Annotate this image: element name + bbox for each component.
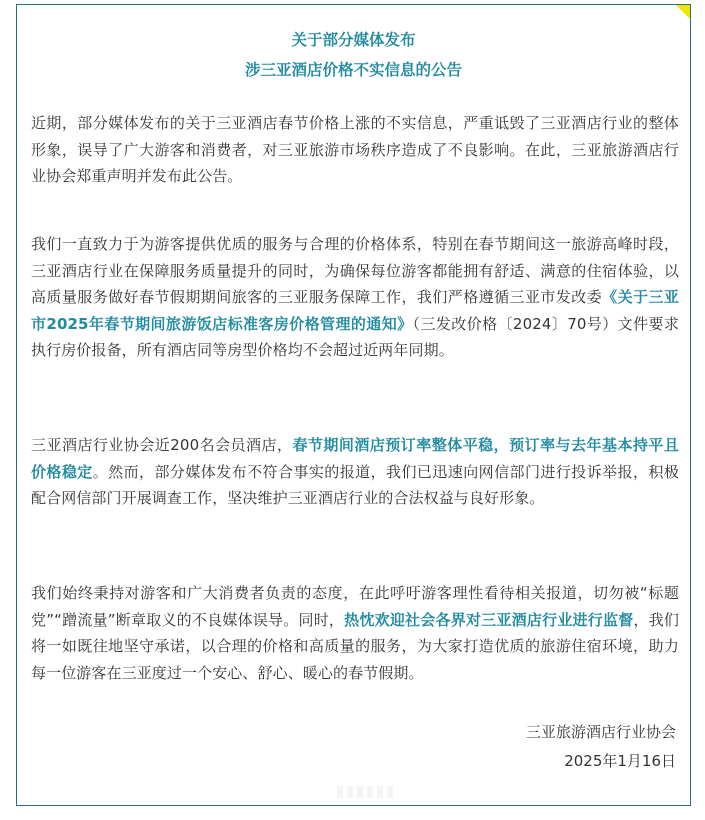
paragraph-1-text: 近期，部分媒体发布的关于三亚酒店春节价格上涨的不实信息，严重诋毁了三亚酒店行业的整体形象，误导了广大游客和消费者，对三亚旅游市场秩序造成了不良影响。在此，三亚旅游酒店行业协会郑重声明并发布此公告。 (31, 114, 679, 185)
paragraph-3 (31, 432, 679, 512)
paragraph-4-text-a: 我们始终秉持对游客和广大消费者负责的态度，在此呼吁游客理性看待相关报道，切勿被“标题党”“蹭流量”断章取义的不良媒体误导。同时， (31, 584, 679, 629)
paragraph-2-text-a: 我们一直致力于为游客提供优质的服务与合理的价格体系，特别在春节期间这一旅游高峰时段，三亚酒店行业在保障服务质量提升的同时，为确保每位游客都能拥有舒适、满意的住宿体验，以高质量服务做好春节假期期间旅客的三亚服务保障工作，我们严格遵循三亚市发改委 (31, 235, 679, 306)
notice-title-line2: 涉三亚酒店价格不实信息的公告 (244, 61, 462, 79)
corner-marker-icon (676, 5, 690, 19)
paragraph-2 (31, 231, 679, 364)
paragraph-2-highlight: 《关于三亚市2025年春节期间旅游饭店标准客房价格管理的通知》 (31, 288, 679, 333)
paragraph-4-highlight: 热忱欢迎社会各界对三亚酒店行业进行监督 (344, 610, 634, 629)
faint-watermark (337, 786, 397, 798)
notice-title-line1: 关于部分媒体发布 (291, 31, 416, 49)
signature-organization: 三亚旅游酒店行业协会 (525, 723, 676, 741)
notice-frame (16, 4, 691, 806)
signature-date: 2025年1月16日 (564, 752, 676, 770)
paragraph-3-text-a: 三亚酒店行业协会近200名会员酒店， (31, 436, 293, 454)
paragraph-1 (31, 110, 679, 190)
paragraph-3-text-b: 。然而，部分媒体发布不符合事实的报道，我们已迅速向网信部门进行投诉举报，积极配合网信部门开展调查工作，坚决维护三亚酒店行业的合法权益与良好形象。 (31, 462, 679, 507)
paragraph-3-highlight: 春节期间酒店预订率整体平稳，预订率与去年基本持平且价格稳定 (31, 436, 679, 481)
paragraph-2-text-b: （三发改价格〔2024〕70号）文件要求执行房价报备，所有酒店同等房型价格均不会超过近两年同期。 (31, 314, 679, 359)
paragraph-4-text-b: ，我们将一如既往地坚守承诺，以合理的价格和高质量的服务，为大家打造优质的旅游住宿环境，助力每一位游客在三亚度过一个安心、舒心、暖心的春节假期。 (31, 610, 680, 682)
paragraph-4 (31, 580, 679, 686)
